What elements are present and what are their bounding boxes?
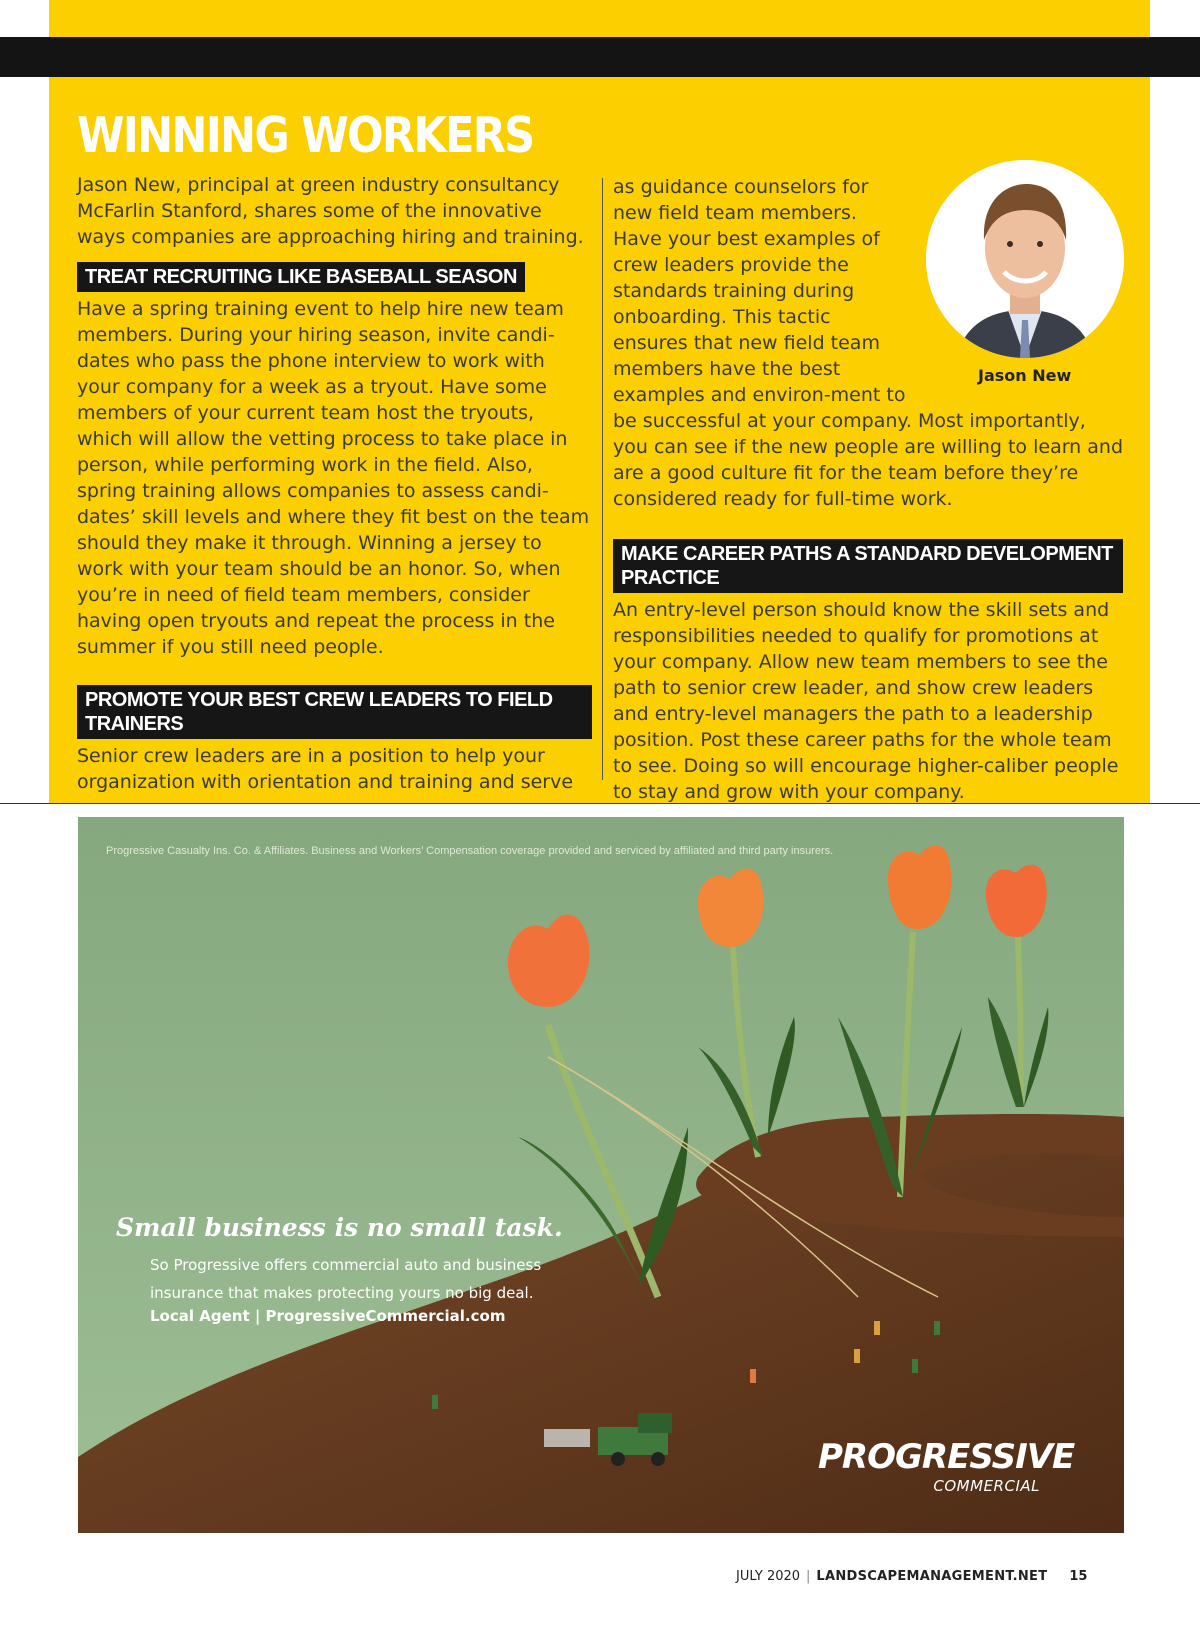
ad-disclaimer: Progressive Casualty Ins. Co. & Affiliates. Business and Workers’ Compensation coverage provided and serviced by affiliated and third party insurers. [106, 845, 834, 857]
footer-separator: | [806, 1569, 811, 1584]
ad-cta-link[interactable]: Local Agent | ProgressiveCommercial.com [150, 1307, 506, 1325]
header-bar [0, 37, 1200, 77]
footer-date: JULY 2020 [736, 1569, 801, 1584]
section-body-career-paths: An entry-level person should know the skill sets and responsibilities needed to qualify for promotions at your company. Allow new team members to see the path to senior crew leader, and show crew leaders and entry-level managers the path to a leadership position. Post these career paths for the whole team to see. Doing so will encourage higher-caliber people to stay and grow with your company. [613, 599, 1119, 803]
advertisement [78, 817, 1124, 1533]
page-footer [736, 1569, 1087, 1584]
section-body-recruiting: Have a spring training event to help hire new team members. During your hiring season, invite candi-dates who pass the phone interview to work with your company for a week as a tryout. Have some members of your current team host the tryouts, which will allow the vetting process to take place in person, while performing work in the field. Also, spring training allows companies to assess candi-dates’ skill levels and where they fit best on the team should they make it through. Winning a jersey to work with your team should be an honor. So, when you’re in need of field team members, consider having open tryouts and repeat the process in the summer if you still need people. [77, 298, 590, 658]
progressive-logo [808, 1437, 1075, 1497]
logo-subtitle: COMMERCIAL [933, 1477, 1040, 1495]
article-title: WINNING WORKERS [77, 107, 534, 164]
section-heading-crew-leaders: PROMOTE YOUR BEST CREW LEADERS TO FIELD TRAINERS [77, 685, 592, 739]
logo-wordmark: PROGRESSIVE [818, 1437, 1075, 1477]
section-heading-recruiting: TREAT RECRUITING LIKE BASEBALL SEASON [77, 262, 525, 292]
article-intro: Jason New, principal at green industry consultancy McFarlin Stanford, shares some of the innovative ways companies are approaching hiring and training. [77, 174, 584, 248]
footer-publication: LANDSCAPEMANAGEMENT.NET [816, 1569, 1048, 1584]
ad-headline: Small business is no small task. [116, 1213, 563, 1242]
ad-body: So Progressive offers commercial auto and business insurance that makes protecting yours no big deal. [150, 1256, 542, 1302]
page-number: 15 [1069, 1569, 1088, 1584]
ad-illustration [78, 817, 1124, 1533]
column-divider [602, 178, 603, 780]
section-body-crew-leaders-continued: as guidance counselors for new field team members. Have your best examples of crew leaders provide the standards training during onboarding. This tactic ensures that new field team members have the best examples and environ-ment to be successful at your company. Most importantly, you can see if the new people are willing to learn and are a good culture fit for the team before they’re considered ready for full-time work. [613, 176, 1124, 510]
portrait-photo [926, 160, 1124, 358]
section-body-crew-leaders-start: Senior crew leaders are in a position to help your organization with orientation and training and serve [77, 745, 574, 793]
section-heading-career-paths: MAKE CAREER PATHS A STANDARD DEVELOPMENT PRACTICE [613, 539, 1123, 593]
section-rule [0, 803, 1200, 804]
portrait-caption: Jason New [978, 366, 1072, 385]
article-column-left [77, 172, 592, 795]
